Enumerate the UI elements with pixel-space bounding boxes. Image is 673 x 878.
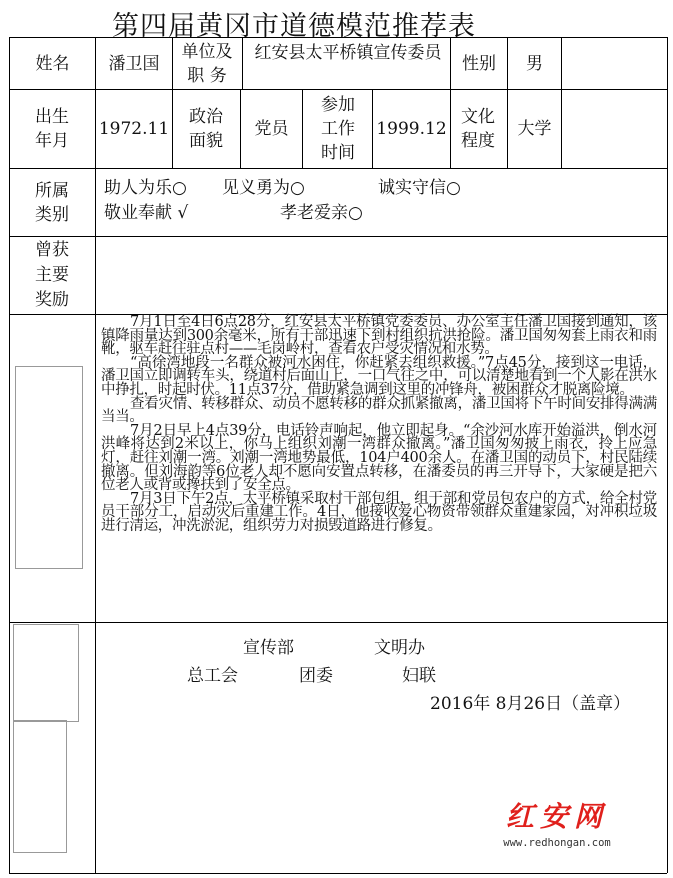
org-trade-union: 总工会 <box>187 666 238 686</box>
category-option-dedication: 敬业奉献 √ <box>104 203 189 223</box>
category-option-filial: 孝老爱亲○ <box>280 203 363 223</box>
site-logo <box>492 795 622 849</box>
work-start-value: 1999.12 <box>376 119 447 139</box>
category-label: 所属类别 <box>35 180 69 225</box>
awards-label: 曾获主要奖励 <box>35 240 69 310</box>
birth-value: 1972.11 <box>98 119 170 139</box>
category-option-honesty: 诚实守信○ <box>378 178 461 198</box>
seal-date: 2016年 8月26日（盖章） <box>430 694 631 714</box>
org-women-federation: 妇联 <box>402 666 436 686</box>
org-publicity-dept: 宣传部 <box>243 638 294 658</box>
name-value: 潘卫国 <box>108 53 160 74</box>
deeds-text <box>101 316 657 534</box>
org-youth-league: 团委 <box>299 666 333 686</box>
birth-label: 出生年月 <box>35 107 69 151</box>
deeds-paragraph: 查看灾情、转移群众、动员不愿转移的群众抓紧撤离，潘卫国将下午时间安排得满满当当。 <box>101 395 657 426</box>
deeds-paragraph: “高徐湾地段一名群众被河水困住，你赶紧去组织救援。”7点45分，接到这一电话，潘卫国立即调转车头，绕道村后面山上，一口气往之中，可以清楚地看到一个人影在洪水中挣扎，时起时伏。11点37分，借助紧急调到这里的冲锋舟，被困群众才脱离险境。 <box>101 354 657 398</box>
category-option-bravery: 见义勇为○ <box>222 178 305 198</box>
work-start-label: 参加工作时间 <box>321 95 355 163</box>
page-title: 第四届黄冈市道德模范推荐表 <box>112 11 476 42</box>
politics-label: 政治面貌 <box>189 107 223 151</box>
category-option-helping: 助人为乐○ <box>104 178 187 198</box>
site-logo-name: 红安网 <box>505 800 608 833</box>
deeds-paragraph: 7月1日至4日6点28分，红安县太平桥镇党委委员、办公室主任潘卫国接到通知，该镇降雨量达到300余毫米，所有干部迅速下到村组织抗洪抢险。潘卫国匆匆套上雨衣和雨靴，驱车赶往驻点村——毛岗岭村，查看农户受灾情况和水势。 <box>101 314 657 358</box>
education-label: 文化程度 <box>461 107 495 151</box>
photo-frame <box>15 366 83 569</box>
seal-frame-upper <box>13 624 79 722</box>
unit-value: 红安县太平桥镇宣传委员 <box>254 43 442 63</box>
seal-frame-lower <box>13 720 67 853</box>
org-civilization-office: 文明办 <box>374 638 425 658</box>
gender-label: 性别 <box>462 53 496 74</box>
deeds-paragraph: 7月2日早上4点39分，电话铃声响起，他立即起身。“余沙河水库开始溢洪，倒水河洪峰将达到2米以上，你马上组织刘潮一湾群众撤离。”潘卫国匆匆披上雨衣，拎上应急灯，赶往刘潮一湾。刘潮一湾地势最低，104户400余人。在潘卫国的动员下，村民陆续撤离。但刘海韵等6位老人却不愿向安置点转移，在潘委员的再三开导下，大家硬是把六位老人或背或搀扶到了安全点。 <box>101 422 657 494</box>
politics-value: 党员 <box>254 119 289 139</box>
name-label: 姓名 <box>35 53 70 74</box>
site-logo-url: www.redhongan.com <box>503 837 611 849</box>
unit-label: 单位及职 务 <box>181 41 233 86</box>
education-value: 大学 <box>517 119 552 139</box>
deeds-paragraph: 7月3日下午2点，太平桥镇采取村干部包组，组干部和党员包农户的方式，给全村党员干部分工，启动灾后重建工作。4日，他接收爱心物资带领群众重建家园，对冲积垃圾进行清运，冲洗淤泥，组织劳力对损毁道路进行修复。 <box>101 490 657 534</box>
gender-value: 男 <box>526 53 543 74</box>
